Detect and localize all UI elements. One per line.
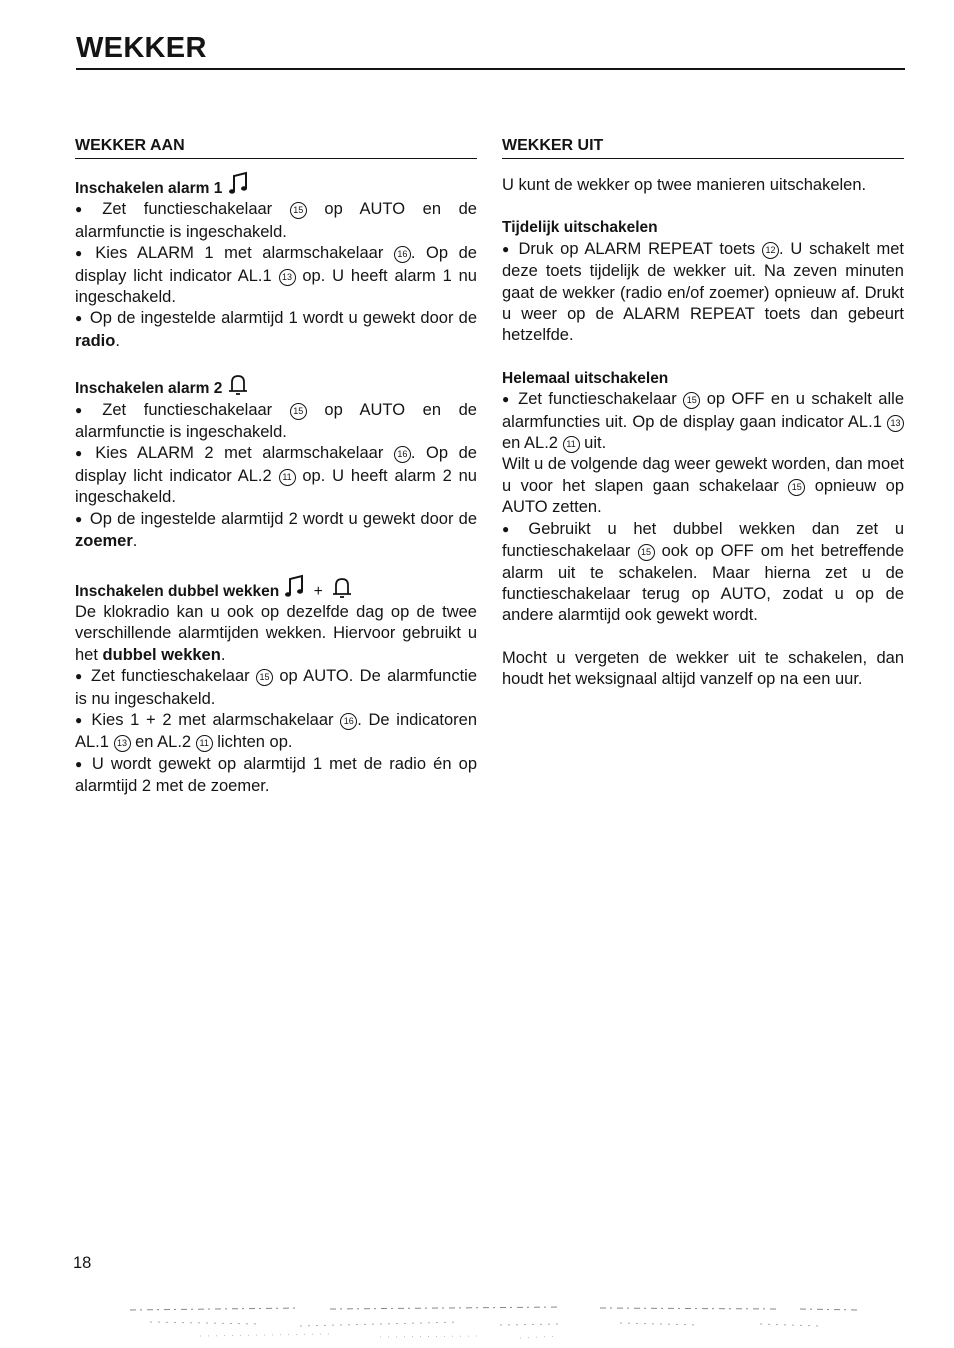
control-number-badge: 15 [638, 544, 655, 561]
heading-dual-alarm-text: Inschakelen dubbel wekken [75, 582, 280, 600]
control-number-badge: 13 [887, 415, 904, 432]
plus-sign: + [313, 582, 323, 600]
section-title-wekker-uit: WEKKER UIT [502, 137, 904, 159]
control-number-badge: 15 [290, 202, 307, 219]
control-number-badge: 16 [394, 246, 411, 263]
control-number-badge: 16 [394, 446, 411, 463]
control-number-badge: 16 [340, 713, 357, 730]
alarm1-bullet-1: ● Zet functieschakelaar 15 op AUTO en de alarmfunctie is ingeschakeld. [75, 199, 477, 243]
full-bullet-2: ● Gebruikt u het dubbel wekken dan zet u functieschakelaar 15 ook op OFF om het betreffende alarm uit te schakelen. Maar hierna zet u de functieschakelaar terug op AUTO, zodat u op de andere alarmtijd ook gewekt wordt. [502, 519, 904, 627]
page-number: 18 [73, 1254, 92, 1272]
left-column [75, 137, 477, 798]
heading-alarm-1 [75, 171, 477, 199]
alarm1-bullet-3: ● Op de ingestelde alarmtijd 1 wordt u gewekt door de radio. [75, 308, 477, 352]
right-column [502, 137, 904, 691]
title-rule [76, 68, 905, 70]
bell-icon [227, 373, 249, 397]
dual-intro: De klokradio kan u ook op dezelfde dag op de twee verschillende alarmtijden wekken. Hiervoor gebruikt u het dubbel wekken. [75, 602, 477, 664]
alarm2-bullet-1: ● Zet functieschakelaar 15 op AUTO en de alarmfunctie is ingeschakeld. [75, 400, 477, 444]
right-intro: U kunt de wekker op twee manieren uitschakelen. [502, 176, 867, 194]
control-number-badge: 11 [279, 469, 296, 486]
full-bullet-1: ● Zet functieschakelaar 15 op OFF en u schakelt alle alarmfuncties uit. Op de display gaan indicator AL.1 13 en AL.2 11 uit. [502, 389, 904, 454]
dual-bullet-1: ● Zet functieschakelaar 15 op AUTO. De alarmfunctie is nu ingeschakeld. [75, 666, 477, 710]
dual-bullet-3: ● U wordt gewekt op alarmtijd 1 met de radio én op alarmtijd 2 met de zoemer. [75, 754, 477, 798]
page-title: WEKKER [76, 32, 207, 64]
heading-alarm-1-text: Inschakelen alarm 1 [75, 180, 223, 197]
alarm2-bullet-3: ● Op de ingestelde alarmtijd 2 wordt u gewekt door de zoemer. [75, 509, 477, 553]
double-note-icon [227, 171, 249, 197]
section-title-wekker-aan: WEKKER AAN [75, 137, 477, 159]
control-number-badge: 12 [762, 242, 779, 259]
control-number-badge: 13 [114, 735, 131, 752]
heading-temporary-off: Tijdelijk uitschakelen [502, 219, 658, 237]
control-number-badge: 11 [563, 436, 580, 453]
heading-full-off: Helemaal uitschakelen [502, 369, 669, 387]
scan-artifact-lines [0, 1300, 954, 1348]
heading-alarm-2 [75, 373, 477, 399]
control-number-badge: 15 [256, 669, 273, 686]
control-number-badge: 15 [290, 403, 307, 420]
control-number-badge: 15 [788, 479, 805, 496]
alarm1-bullet-2: ● Kies ALARM 1 met alarmschakelaar 16 . Op de display licht indicator AL.1 13 op. U heeft alarm 1 nu ingeschakeld. [75, 243, 477, 308]
full-paragraph: Wilt u de volgende dag weer gewekt worden, dan moet u voor het slapen gaan schakelaar 15 opnieuw op AUTO zetten. [502, 455, 904, 517]
bell-icon [331, 576, 353, 600]
heading-dual-alarm [75, 574, 477, 602]
closing-paragraph: Mocht u vergeten de wekker uit te schakelen, dan houdt het weksignaal altijd vanzelf op na een uur. [502, 648, 904, 689]
alarm2-bullet-2: ● Kies ALARM 2 met alarmschakelaar 16 . Op de display licht indicator AL.2 11 op. U heeft alarm 2 nu ingeschakeld. [75, 443, 477, 508]
control-number-badge: 13 [279, 269, 296, 286]
dual-bullet-2: ● Kies 1 + 2 met alarmschakelaar 16 . De indicatoren AL.1 13 en AL.2 11 lichten op. [75, 710, 477, 754]
temp-bullet-1: ● Druk op ALARM REPEAT toets 12 . U schakelt met deze toets tijdelijk de wekker uit. Na zeven minuten gaat de wekker (radio en/of zoemer) opnieuw af. Drukt u weer op de ALARM REPEAT toets dan gebeurt hetzelfde. [502, 239, 904, 347]
control-number-badge: 11 [196, 735, 213, 752]
control-number-badge: 15 [683, 392, 700, 409]
double-note-icon [283, 574, 305, 600]
heading-alarm-2-text: Inschakelen alarm 2 [75, 380, 223, 398]
